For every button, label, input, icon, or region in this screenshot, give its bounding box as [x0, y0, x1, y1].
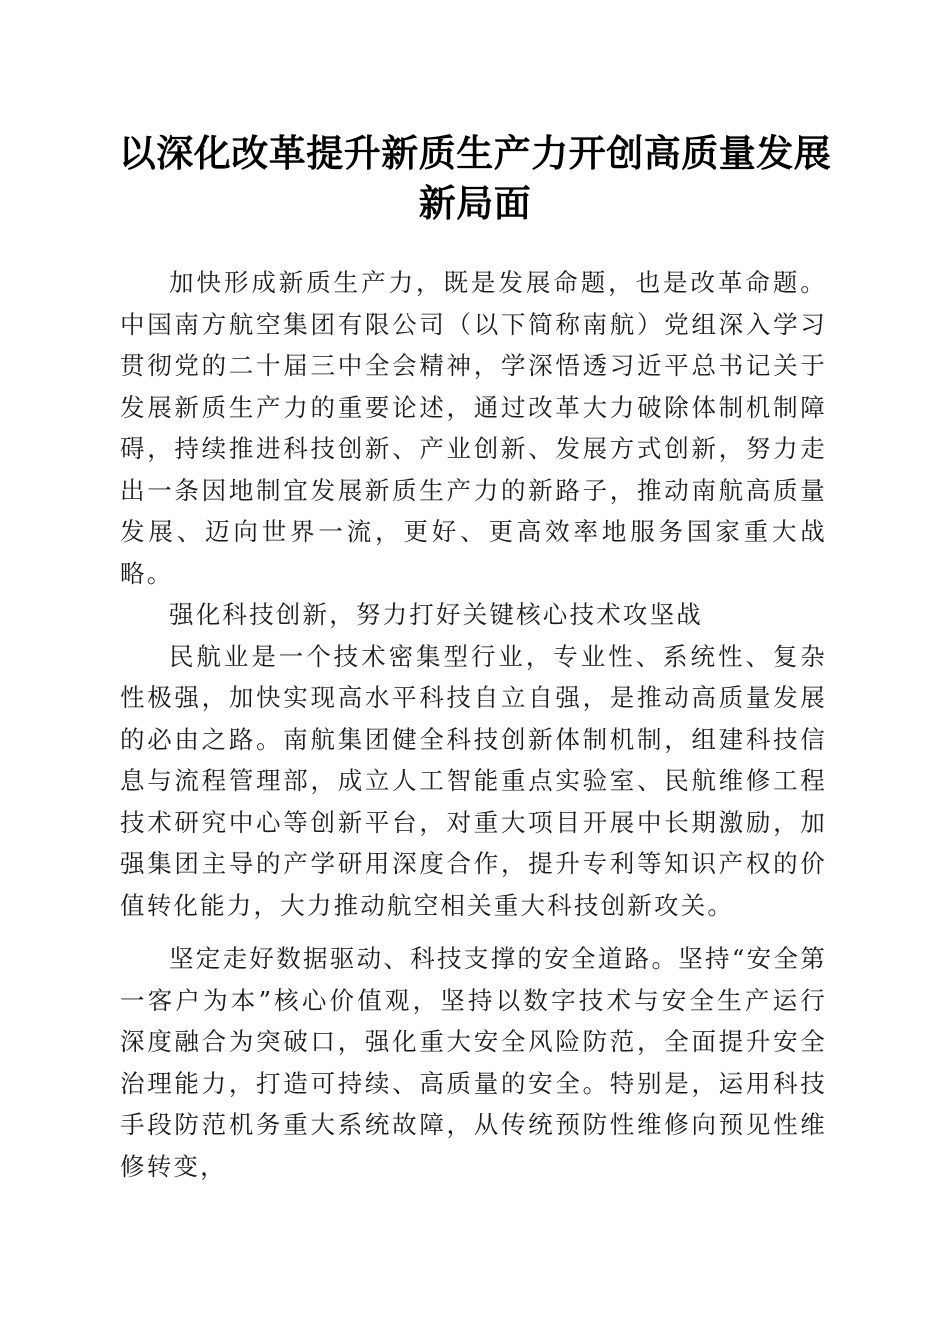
- document-body: [120, 262, 827, 1187]
- paragraph-intro: 加快形成新质生产力，既是发展命题，也是改革命题。中国南方航空集团有限公司（以下简称南航）党组深入学习贯彻党的二十届三中全会精神，学深悟透习近平总书记关于发展新质生产力的重要论述，通过改革大力破除体制机制障碍，持续推进科技创新、产业创新、发展方式创新，努力走出一条因地制宜发展新质生产力的新路子，推动南航高质量发展、迈向世界一流，更好、更高效率地服务国家重大战略。: [120, 268, 827, 588]
- document-title: 以深化改革提升新质生产力开创高质量发展新局面: [118, 131, 832, 225]
- section-heading: 强化科技创新，努力打好关键核心技术攻坚战: [169, 600, 703, 629]
- paragraph-safety: 坚定走好数据驱动、科技支撑的安全道路。坚持“安全第一客户为本”核心价值观，坚持以数字技术与安全生产运行深度融合为突破口，强化重大安全风险防范，全面提升安全治理能力，打造可持续、高质量的安全。特别是，运用科技手段防范机务重大系统故障，从传统预防性维修向预见性维修转变，: [120, 944, 827, 1181]
- paragraph-tech-innovation: 民航业是一个技术密集型行业，专业性、系统性、复杂性极强，加快实现高水平科技自立自强，是推动高质量发展的必由之路。南航集团健全科技创新体制机制，组建科技信息与流程管理部，成立人工智能重点实验室、民航维修工程技术研究中心等创新平台，对重大项目开展中长期激励，加强集团主导的产学研用深度合作，提升专利等知识产权的价值转化能力，大力推动航空相关重大科技创新攻关。: [120, 641, 827, 920]
